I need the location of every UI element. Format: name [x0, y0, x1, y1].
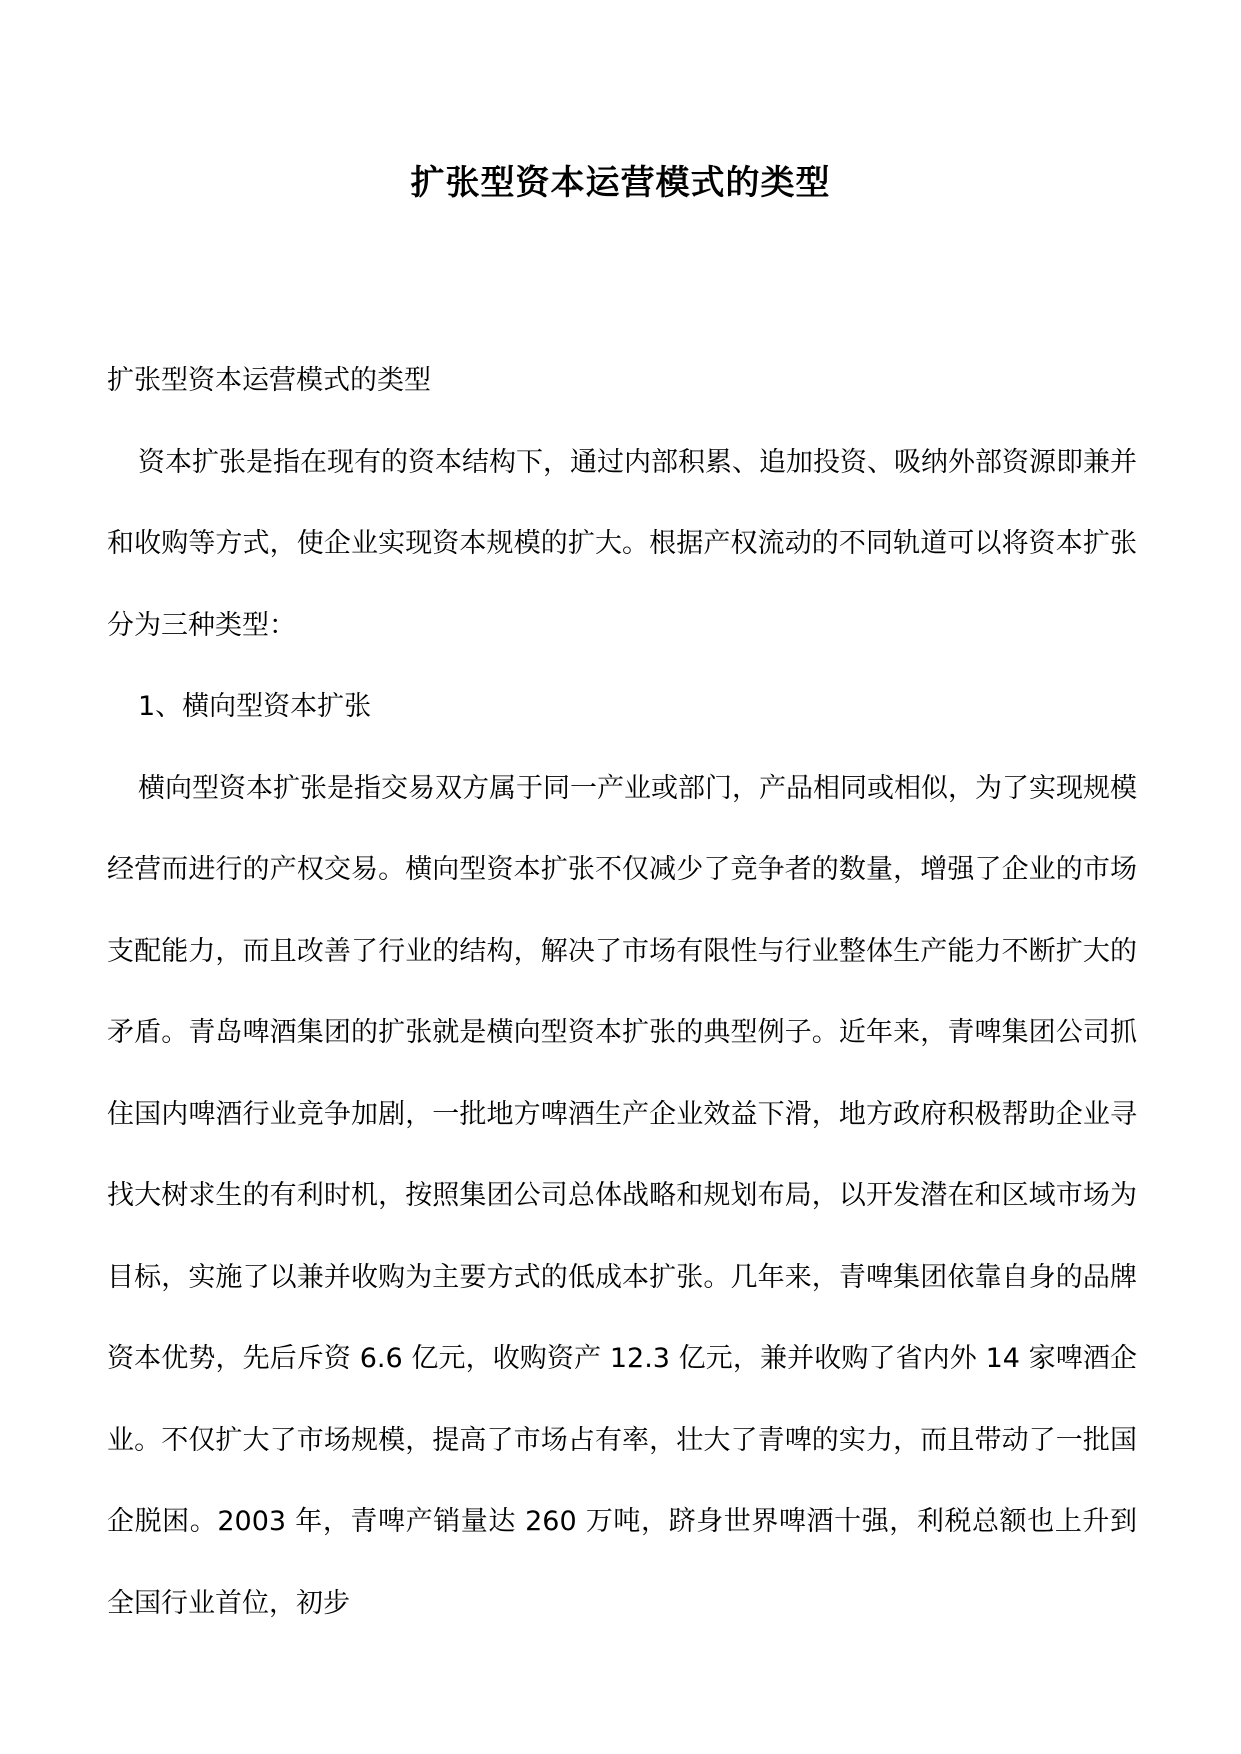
- document-title: 扩张型资本运营模式的类型: [410, 163, 831, 203]
- paragraph-horizontal-expansion: 横向型资本扩张是指交易双方属于同一产业或部门，产品相同或相似，为了实现规模经营而进行的产权交易。横向型资本扩张不仅减少了竞争者的数量，增强了企业的市场支配能力，而且改善了行业的结构，解决了市场有限性与行业整体生产能力不断扩大的矛盾。青岛啤酒集团的扩张就是横向型资本扩张的典型例子。近年来，青啤集团公司抓住国内啤酒行业竞争加剧，一批地方啤酒生产企业效益下滑，地方政府积极帮助企业寻找大树求生的有利时机，按照集团公司总体战略和规划布局，以开发潜在和区域市场为目标，实施了以兼并收购为主要方式的低成本扩张。几年来，青啤集团依靠自身的品牌资本优势，先后斥资 6.6 亿元，收购资产 12.3 亿元，兼并收购了省内外 14 家啤酒企业。不仅扩大了市场规模，提高了市场占有率，壮大了青啤的实力，而且带动了一批国企脱困。2003 年，青啤产销量达 260 万吨，跻身世界啤酒十强，利税总额也上升到全国行业首位，初步: [107, 772, 1137, 1619]
- paragraph-intro: 资本扩张是指在现有的资本结构下，通过内部积累、追加投资、吸纳外部资源即兼并和收购等方式，使企业实现资本规模的扩大。根据产权流动的不同轨道可以将资本扩张分为三种类型：: [107, 446, 1137, 641]
- document-subtitle: 扩张型资本运营模式的类型: [107, 365, 431, 396]
- document-body: [107, 340, 1137, 1644]
- section-heading-horizontal-expansion: 1、横向型资本扩张: [138, 691, 372, 722]
